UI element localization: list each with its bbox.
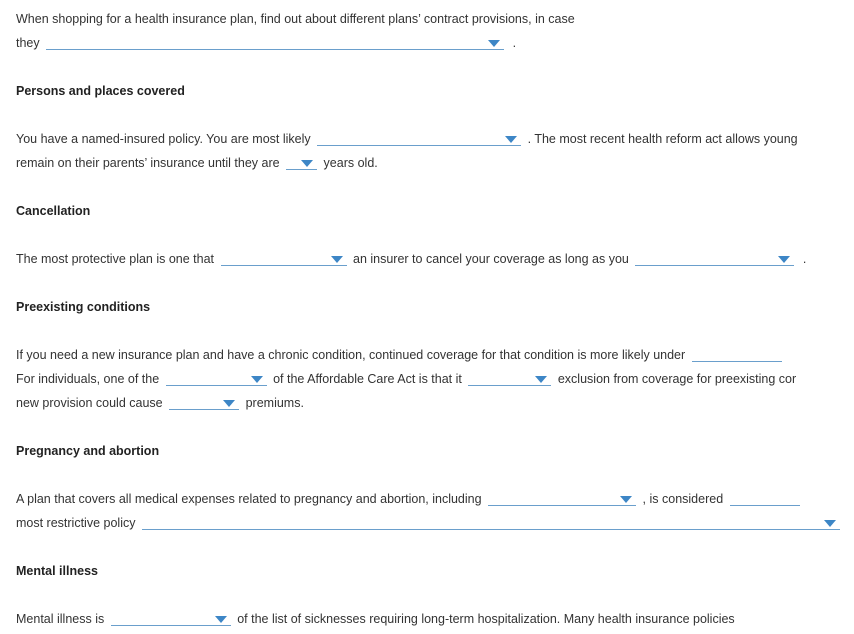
persons-line-1: You have a named-insured policy. You are most likely . The most recent health reform act allows young xyxy=(16,132,798,146)
heading-mental: Mental illness xyxy=(16,564,98,578)
mental-illness-dropdown[interactable] xyxy=(111,611,231,626)
cancel-permission-dropdown[interactable] xyxy=(221,251,347,266)
exclusion-dropdown[interactable] xyxy=(468,371,551,386)
chevron-down-icon xyxy=(778,256,790,263)
chevron-down-icon xyxy=(535,376,547,383)
chevron-down-icon xyxy=(824,520,836,527)
pregnancy-line-2: most restrictive policy xyxy=(16,513,843,533)
pregnancy-coverage-dropdown[interactable] xyxy=(488,491,636,506)
coverage-type-dropdown[interactable] xyxy=(692,347,782,362)
heading-persons: Persons and places covered xyxy=(16,84,185,98)
intro-text: When shopping for a health insurance plan, find out about different plans’ contract provisions, in case xyxy=(16,12,575,26)
heading-cancellation: Cancellation xyxy=(16,204,91,218)
intro-line-2: they . xyxy=(16,36,517,50)
restrictive-policy-dropdown[interactable] xyxy=(142,515,840,530)
intro-line-1 xyxy=(16,9,575,29)
aca-feature-dropdown[interactable] xyxy=(166,371,267,386)
heading-preexisting: Preexisting conditions xyxy=(16,300,151,314)
intro-dropdown[interactable] xyxy=(46,35,504,50)
preexisting-line-2: For individuals, one of the of the Affordable Care Act is that it exclusion from coverage for preexisting cor xyxy=(16,372,797,386)
chevron-down-icon xyxy=(505,136,517,143)
cancellation-line-1: The most protective plan is one that an insurer to cancel your coverage as long as you . xyxy=(16,252,807,266)
chevron-down-icon xyxy=(331,256,343,263)
age-dropdown[interactable] xyxy=(286,155,317,170)
preexisting-line-3: new provision could cause premiums. xyxy=(16,396,304,410)
cancel-condition-dropdown[interactable] xyxy=(635,251,794,266)
chevron-down-icon xyxy=(488,40,500,47)
chevron-down-icon xyxy=(301,160,313,167)
preexisting-line-1: If you need a new insurance plan and have a chronic condition, continued coverage for that condition is more likely under xyxy=(16,345,785,365)
heading-pregnancy: Pregnancy and abortion xyxy=(16,444,160,458)
persons-line-2: remain on their parents’ insurance until they are years old. xyxy=(16,156,378,170)
mental-line-1: Mental illness is of the list of sicknesses requiring long-term hospitalization. Many health insurance policies xyxy=(16,612,735,626)
chevron-down-icon xyxy=(223,400,235,407)
chevron-down-icon xyxy=(215,616,227,623)
pregnancy-line-1: A plan that covers all medical expenses related to pregnancy and abortion, including , is considered xyxy=(16,489,803,509)
chevron-down-icon xyxy=(620,496,632,503)
considered-dropdown[interactable] xyxy=(730,491,800,506)
chevron-down-icon xyxy=(251,376,263,383)
premiums-dropdown[interactable] xyxy=(169,395,239,410)
named-insured-dropdown[interactable] xyxy=(317,131,521,146)
